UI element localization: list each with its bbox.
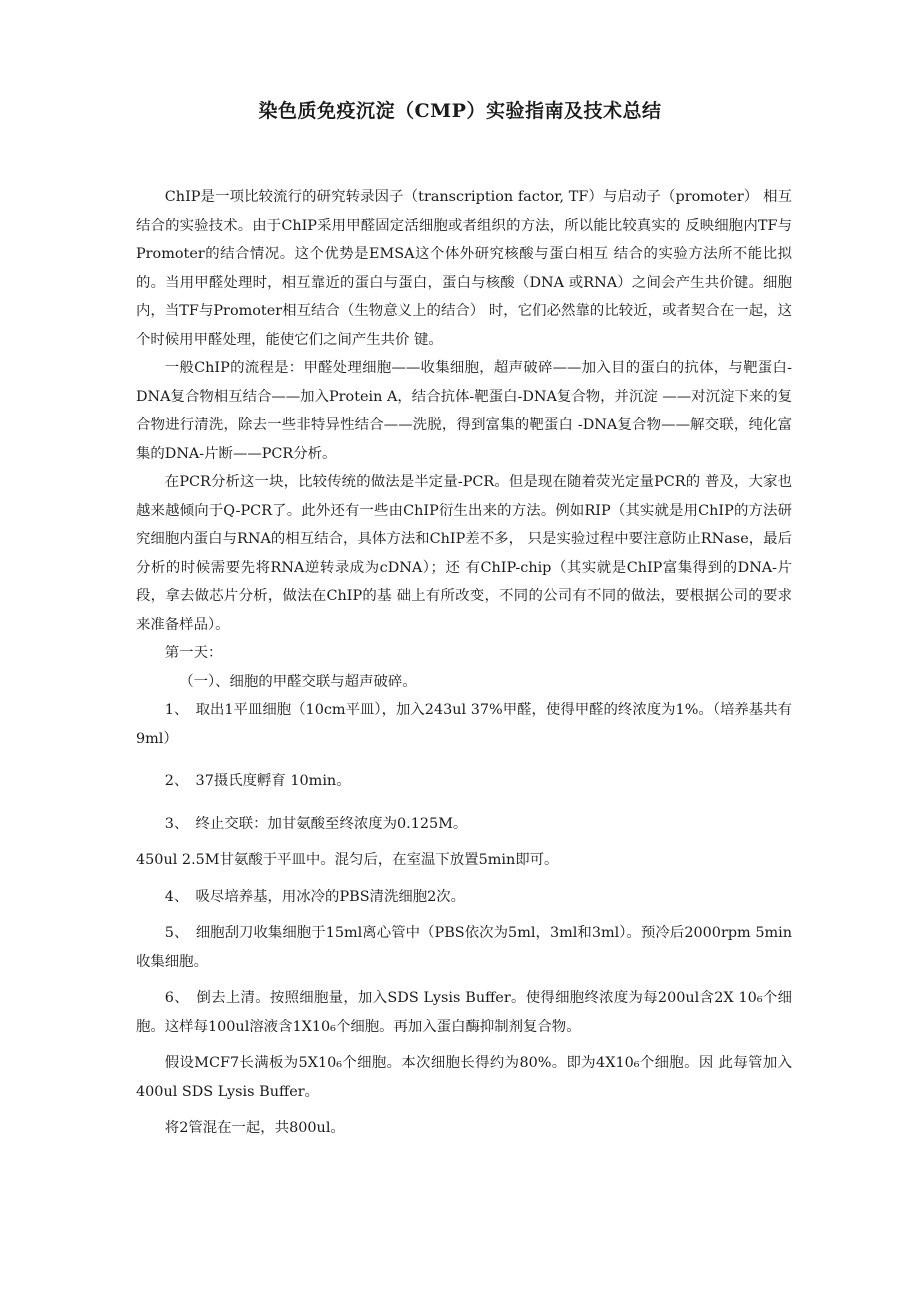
document-title: 染色质免疫沉淀（CMP）实验指南及技术总结 <box>258 100 662 122</box>
step-6: 6、 倒去上清。按照细胞量，加入SDS Lysis Buffer。使得细胞终浓度为每200ul含2X 10₆个细胞。这样每100ul溶液含1X10₆个细胞。再加入蛋白酶抑制剂复合物。 <box>136 990 792 1035</box>
paragraph-day-one: 第一天： <box>164 645 223 661</box>
paragraph-intro: ChIP是一项比较流行的研究转录因子（transcription factor, TF）与启动子（promoter） 相互结合的实验技术。由于ChIP采用甲醛固定活细胞或者组织的方法，所以能比较真实的 反映细胞内TF与Promoter的结合情况。这个优势是EMSA这个体外研究核酸与蛋白相互 结合的实验方法所不能比拟的。当用甲醛处理时，相互靠近的蛋白与蛋白，蛋白与核酸（DNA 或RNA）之间会产生共价键。细胞内，当TF与Promoter相互结合（生物意义上的结合） 时，它们必然靠的比较近，或者契合在一起，这个时候用甲醛处理，能使它们之间产生共价 键。 <box>136 189 792 348</box>
section-heading-crosslink: （一）、细胞的甲醛交联与超声破碎。 <box>179 673 417 690</box>
step-4: 4、 吸尽培养基，用冰冷的PBS清洗细胞2次。 <box>164 888 466 905</box>
step-3: 3、 终止交联：加甘氨酸至终浓度为0.125M。 <box>164 815 468 832</box>
paragraph-combine: 将2管混在一起，共800ul。 <box>164 1120 345 1136</box>
paragraph-assumption: 假设MCF7长满板为5X10₆个细胞。本次细胞长得约为80%。即为4X10₆个细胞。因 此每管加入 400ul SDS Lysis Buffer。 <box>136 1055 792 1100</box>
paragraph-workflow: 一般ChIP的流程是：甲醛处理细胞——收集细胞，超声破碎——加入目的蛋白的抗体，与靶蛋白-DNA复合物相互结合——加入Protein A，结合抗体-靶蛋白-DNA复合物，并沉淀 ——对沉淀下来的复合物进行清洗，除去一些非特异性结合——洗脱，得到富集的靶蛋白 -DNA复合物——解交联，纯化富集的DNA-片断——PCR分析。 <box>136 360 792 462</box>
step-3-detail: 450ul 2.5M甘氨酸于平皿中。混匀后，在室温下放置5min即可。 <box>136 852 559 868</box>
step-1: 1、 取出1平皿细胞（10cm平皿），加入243ul 37%甲醛，使得甲醛的终浓度为1%。（培养基共有 9ml） <box>136 702 792 747</box>
step-2: 2、 37摄氏度孵育 10min。 <box>164 773 351 789</box>
paragraph-pcr-analysis: 在PCR分析这一块，比较传统的做法是半定量-PCR。但是现在随着荧光定量PCR的 普及，大家也越来越倾向于Q-PCR了。此外还有一些由ChIP衍生出来的方法。例如RIP（其实就是用ChIP的方法研究细胞内蛋白与RNA的相互结合，具体方法和ChIP差不多， 只是实验过程中要注意防止RNase，最后分析的时候需要先将RNA逆转录成为cDNA）；还 有ChIP-chip（其实就是ChIP富集得到的DNA-片段，拿去做芯片分析，做法在ChIP的基 础上有所改变，不同的公司有不同的做法，要根据公司的要求来准备样品）。 <box>136 474 792 633</box>
step-5: 5、 细胞刮刀收集细胞于15ml离心管中（PBS依次为5ml，3ml和3ml）。预冷后2000rpm 5min收集细胞。 <box>136 925 792 970</box>
